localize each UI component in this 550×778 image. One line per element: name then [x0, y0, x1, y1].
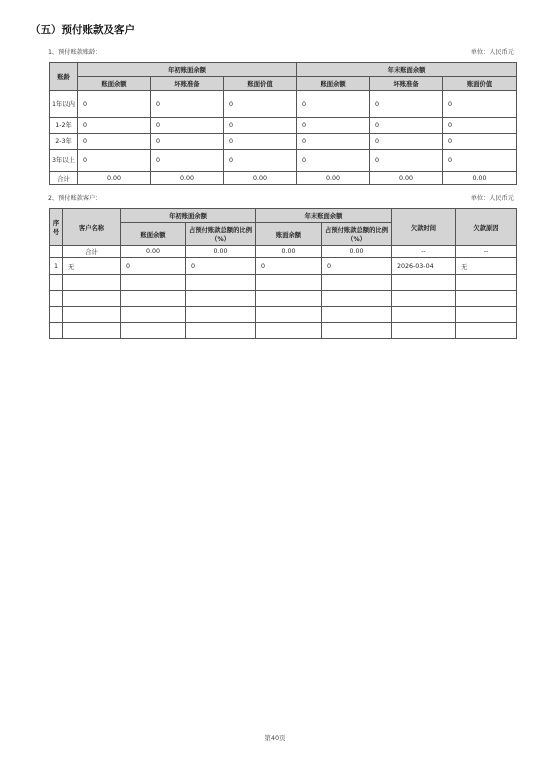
subtitle-aging: 1、预付账款账龄： — [48, 49, 102, 56]
section-heading: （五）预付账款及客户 — [30, 24, 135, 36]
cell: 0 — [78, 91, 151, 118]
total-date: -- — [392, 246, 456, 258]
empty-row — [50, 291, 517, 307]
table-row — [50, 91, 517, 118]
total-cell: 0.00 — [78, 172, 151, 185]
total-reason: -- — [456, 246, 517, 258]
header-col: 账面余额 — [78, 77, 151, 91]
cell: 0 — [297, 118, 370, 134]
cell: 0 — [121, 258, 186, 275]
header-balance: 账面余额 — [256, 223, 322, 246]
cell: 0 — [443, 134, 517, 150]
cell: 0 — [224, 134, 297, 150]
header-col: 账面价值 — [443, 77, 517, 91]
cell: 0 — [151, 91, 224, 118]
empty-row — [50, 323, 517, 339]
header-col: 坏账准备 — [370, 77, 443, 91]
cell: 0 — [297, 91, 370, 118]
row-seq: 1 — [50, 258, 63, 275]
aging-table — [49, 62, 517, 185]
customer-table — [49, 208, 517, 339]
header-age: 账龄 — [50, 63, 78, 91]
header-seq: 序号 — [50, 209, 63, 246]
total-row — [50, 246, 517, 258]
total-row — [50, 172, 517, 185]
header-end-balance: 年末账面余额 — [256, 209, 392, 223]
header-ratio: 占预付账款总额的比例（%） — [322, 223, 392, 246]
cell: 0 — [322, 258, 392, 275]
empty-row — [50, 307, 517, 323]
cell: 0 — [370, 134, 443, 150]
total-cell: 0.00 — [370, 172, 443, 185]
header-balance: 账面余额 — [121, 223, 186, 246]
cell: 0 — [151, 118, 224, 134]
cell: 0 — [78, 150, 151, 172]
debt-reason: 无 — [456, 258, 517, 275]
header-begin-balance: 年初账面余额 — [78, 63, 297, 77]
cell: 0 — [297, 150, 370, 172]
total-cell: 0.00 — [121, 246, 186, 258]
unit-label-1: 单位：人民币元 — [470, 49, 514, 56]
table-row — [50, 134, 517, 150]
header-debt-reason: 欠款原因 — [456, 209, 517, 246]
row-label: 1-2年 — [50, 118, 78, 134]
cell: 0 — [443, 91, 517, 118]
total-cell: 0.00 — [322, 246, 392, 258]
cell: 0 — [370, 150, 443, 172]
row-label: 3年以上 — [50, 150, 78, 172]
header-debt-date: 欠款时间 — [392, 209, 456, 246]
total-seq-cell — [50, 246, 63, 258]
subtitle-customers: 2、预付账款客户： — [48, 195, 102, 202]
total-cell: 0.00 — [443, 172, 517, 185]
cell: 0 — [186, 258, 256, 275]
table-row — [50, 150, 517, 172]
total-cell: 0.00 — [224, 172, 297, 185]
total-cell: 0.00 — [297, 172, 370, 185]
cell: 0 — [78, 134, 151, 150]
header-col: 账面价值 — [224, 77, 297, 91]
cell: 0 — [151, 150, 224, 172]
cell: 0 — [224, 91, 297, 118]
header-ratio: 占预付账款总额的比例（%） — [186, 223, 256, 246]
unit-label-2: 单位：人民币元 — [470, 195, 514, 202]
cell: 0 — [224, 118, 297, 134]
cell: 0 — [224, 150, 297, 172]
total-label: 合计 — [50, 172, 78, 185]
table-row — [50, 118, 517, 134]
total-cell: 0.00 — [151, 172, 224, 185]
header-customer-name: 客户名称 — [63, 209, 121, 246]
total-cell: 0.00 — [256, 246, 322, 258]
total-cell: 0.00 — [186, 246, 256, 258]
cell: 0 — [370, 91, 443, 118]
table-row — [50, 258, 517, 275]
cell: 0 — [443, 118, 517, 134]
cell: 0 — [256, 258, 322, 275]
customer-name: 无 — [63, 258, 121, 275]
header-col: 账面余额 — [297, 77, 370, 91]
debt-date: 2026-03-04 — [392, 258, 456, 275]
cell: 0 — [297, 134, 370, 150]
cell: 0 — [443, 150, 517, 172]
row-label: 1年以内 — [50, 91, 78, 118]
empty-row — [50, 275, 517, 291]
cell: 0 — [370, 118, 443, 134]
row-label: 2-3年 — [50, 134, 78, 150]
header-end-balance: 年末账面余额 — [297, 63, 517, 77]
cell: 0 — [151, 134, 224, 150]
total-label: 合计 — [63, 246, 121, 258]
header-col: 坏账准备 — [151, 77, 224, 91]
page-number: 第40页 — [264, 734, 286, 742]
header-begin-balance: 年初账面余额 — [121, 209, 256, 223]
cell: 0 — [78, 118, 151, 134]
